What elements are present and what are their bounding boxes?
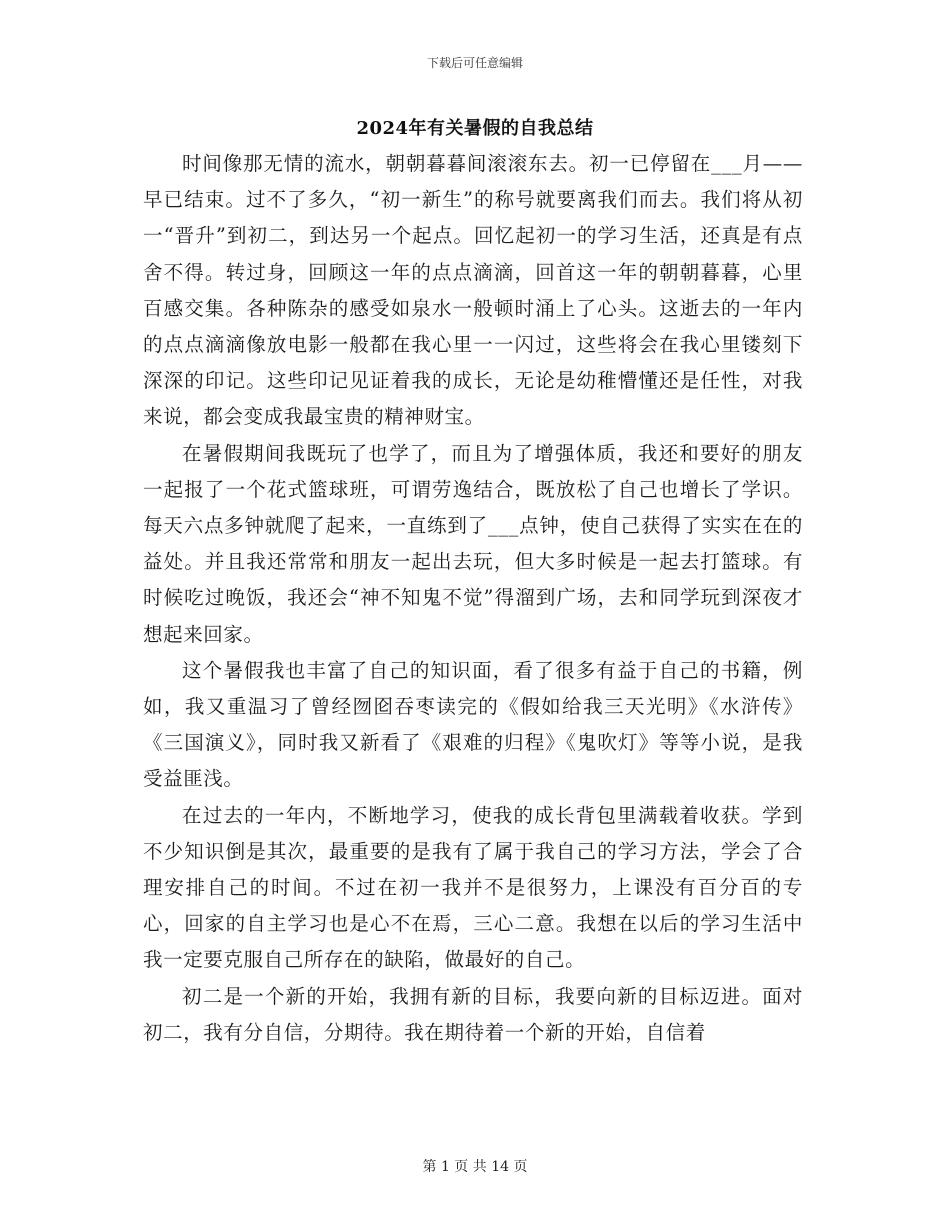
page-number-footer: 第 1 页 共 14 页 [422,1159,528,1175]
paragraph-1: 时间像那无情的流水，朝朝暮暮间滚滚东去。初一已停留在___月——早已结束。过不了多久，“初一新生”的称号就要离我们而去。我们将从初一“晋升”到初二，到达另一个起点。回忆起初一的学习生活，还真是有点舍不得。转过身，回顾这一年的点点滴滴，回首这一年的朝朝暮暮，心里百感交集。各种陈杂的感受如泉水一般顿时涌上了心头。这逝去的一年内的点点滴滴像放电影一般都在我心里一一闪过，这些将会在我心里镂刻下深深的印记。这些印记见证着我的成长，无论是幼稚懵懂还是任性，对我来说，都会变成我最宝贵的精神财宝。 [143,152,803,429]
document-body [143,146,803,1051]
paragraph-3: 这个暑假我也丰富了自己的知识面，看了很多有益于自己的书籍，例如，我又重温习了曾经囫囵吞枣读完的《假如给我三天光明》《水浒传》《三国演义》，同时我又新看了《艰难的归程》《鬼吹灯》等等小说，是我受益匪浅。 [143,658,803,791]
paragraph-5: 初二是一个新的开始，我拥有新的目标，我要向新的目标迈进。面对初二，我有分自信，分期待。我在期待着一个新的开始，自信着 [143,984,803,1044]
document-title: 2024年有关暑假的自我总结 [356,118,594,139]
paragraph-2: 在暑假期间我既玩了也学了，而且为了增强体质，我还和要好的朋友一起报了一个花式篮球班，可谓劳逸结合，既放松了自己也增长了学识。每天六点多钟就爬了起来，一直练到了___点钟，使自己获得了实实在在的益处。并且我还常常和朋友一起出去玩，但大多时候是一起去打篮球。有时候吃过晚饭，我还会“神不知鬼不觉”得溜到广场，去和同学玩到深夜才想起来回家。 [143,441,803,646]
page-header-note: 下载后可任意编辑 [426,56,523,70]
paragraph-4: 在过去的一年内，不断地学习，使我的成长背包里满载着收获。学到不少知识倒是其次，最重要的是我有了属于我自己的学习方法，学会了合理安排自己的时间。不过在初一我并不是很努力，上课没有百分百的专心，回家的自主学习也是心不在焉，三心二意。我想在以后的学习生活中我一定要克服自己所存在的缺陷，做最好的自己。 [143,803,803,972]
